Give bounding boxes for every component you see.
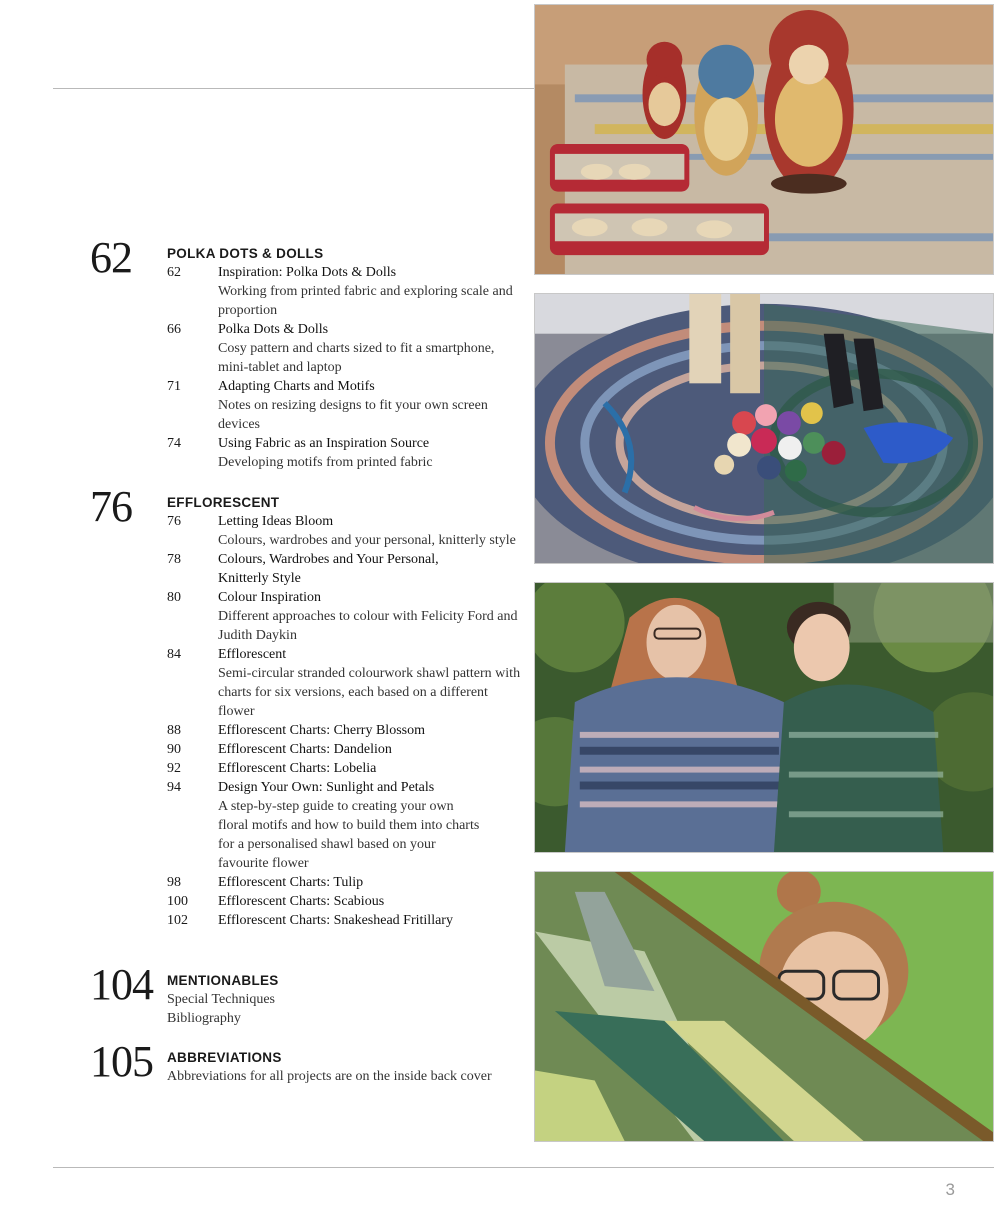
entry-page: 80 xyxy=(167,590,181,605)
section-number: 105 xyxy=(90,1037,153,1086)
entry-desc: Cosy pattern and charts sized to fit a smartphone, mini-tablet and laptop xyxy=(218,341,495,375)
toc-entry[interactable] xyxy=(167,320,527,377)
toc-entry[interactable] xyxy=(167,434,527,472)
entry-desc: A step-by-step guide to creating your own floral motifs and how to build them into charts for a personalised shawl based on your favourite flower xyxy=(218,799,480,871)
section-title: EFFLORESCENT xyxy=(167,495,280,510)
entry-page: 102 xyxy=(167,913,188,928)
entry-title: Efflorescent Charts: Lobelia xyxy=(218,761,377,776)
photo-two-women-shawls xyxy=(534,582,994,853)
entry-page: 76 xyxy=(167,514,181,529)
entry-title: Efflorescent xyxy=(218,647,287,662)
bottom-rule xyxy=(53,1167,994,1168)
entry-desc: Working from printed fabric and exploring scale and proportion xyxy=(218,284,513,318)
entry-title: Efflorescent Charts: Cherry Blossom xyxy=(218,723,425,738)
entry-desc: Developing motifs from printed fabric xyxy=(218,455,433,470)
entry-title: Adapting Charts and Motifs xyxy=(218,379,375,394)
entry-desc: Notes on resizing designs to fit your own screen devices xyxy=(218,398,488,432)
entry-title: Using Fabric as an Inspiration Source xyxy=(218,436,430,451)
section-title: ABBREVIATIONS xyxy=(167,1050,282,1065)
entry-page: 92 xyxy=(167,761,181,776)
entry-page: 78 xyxy=(167,552,181,567)
toc-entry[interactable] xyxy=(167,873,527,892)
entry-title: Inspiration: Polka Dots & Dolls xyxy=(218,265,397,280)
toc-entry[interactable] xyxy=(167,892,527,911)
toc-entry[interactable] xyxy=(167,512,527,550)
entry-page: 66 xyxy=(167,322,181,337)
entry-title: Letting Ideas Bloom xyxy=(218,514,334,529)
section-number: 76 xyxy=(90,482,132,531)
toc-entry[interactable] xyxy=(167,759,527,778)
entry-title: Colour Inspiration xyxy=(218,590,322,605)
photo-woman-behind-shawl xyxy=(534,871,994,1142)
entry-desc: Colours, wardrobes and your personal, knitterly style xyxy=(218,533,516,548)
entry-title: Efflorescent Charts: Dandelion xyxy=(218,742,392,757)
entry-title: Polka Dots & Dolls xyxy=(218,322,329,337)
section-title: POLKA DOTS & DOLLS xyxy=(167,246,324,261)
entry-page: 62 xyxy=(167,265,181,280)
section-number: 62 xyxy=(90,233,132,282)
section-title: MENTIONABLES xyxy=(167,973,279,988)
entry-page: 94 xyxy=(167,780,181,795)
toc-entry[interactable] xyxy=(167,740,527,759)
entry-title: Efflorescent Charts: Scabious xyxy=(218,894,385,909)
toc-entry[interactable] xyxy=(167,550,527,588)
entry-page: 90 xyxy=(167,742,181,757)
photo-knitted-circle-yarn xyxy=(534,293,994,564)
toc-entry[interactable] xyxy=(167,588,527,645)
entry-title: Efflorescent Charts: Tulip xyxy=(218,875,364,890)
section-number: 104 xyxy=(90,960,153,1009)
entry-page: 88 xyxy=(167,723,181,738)
section-line[interactable]: Bibliography xyxy=(167,1011,241,1026)
entry-title: Efflorescent Charts: Snakeshead Fritillary xyxy=(218,913,453,928)
entry-title: Colours, Wardrobes and Your Personal, Knitterly Style xyxy=(218,552,439,586)
section-line: Abbreviations for all projects are on the inside back cover xyxy=(167,1069,492,1084)
toc-entry[interactable] xyxy=(167,911,527,930)
entry-page: 71 xyxy=(167,379,181,394)
section-line[interactable]: Special Techniques xyxy=(167,992,276,1007)
photo-matryoshka-dolls xyxy=(534,4,994,275)
entry-desc: Semi-circular stranded colourwork shawl pattern with charts for six versions, each based on a different flower xyxy=(218,666,521,719)
toc-entry[interactable] xyxy=(167,778,527,873)
entry-page: 100 xyxy=(167,894,188,909)
top-rule xyxy=(53,88,535,89)
toc-entry[interactable] xyxy=(167,721,527,740)
entry-page: 74 xyxy=(167,436,181,451)
toc-entry[interactable] xyxy=(167,263,527,320)
toc-entry[interactable] xyxy=(167,377,527,434)
entry-desc: Different approaches to colour with Felicity Ford and Judith Daykin xyxy=(218,609,518,643)
page-number: 3 xyxy=(945,1180,955,1199)
entry-page: 84 xyxy=(167,647,181,662)
toc-entry[interactable] xyxy=(167,645,527,721)
entry-title: Design Your Own: Sunlight and Petals xyxy=(218,780,435,795)
entry-page: 98 xyxy=(167,875,181,890)
